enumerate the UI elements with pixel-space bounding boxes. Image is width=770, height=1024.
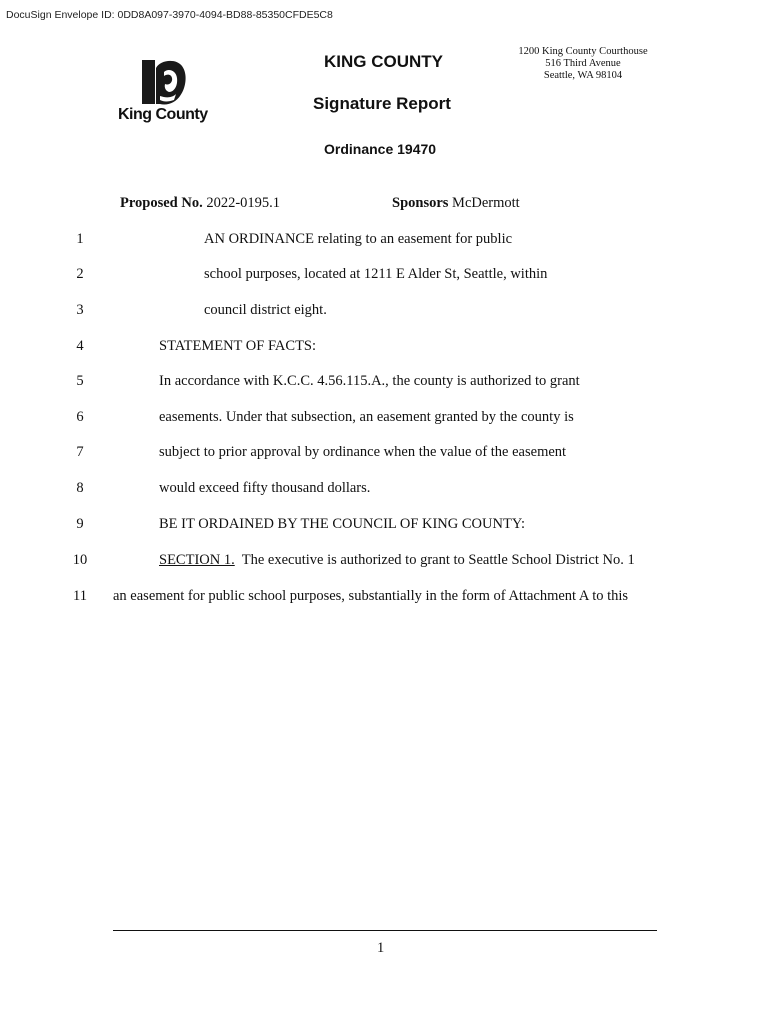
proposed-label: Proposed No.: [120, 195, 203, 211]
address-line: Seattle, WA 98104: [543, 70, 623, 81]
page-number: 1: [377, 940, 385, 956]
sponsors-value: McDermott: [452, 195, 520, 211]
line-text: STATEMENT OF FACTS:: [159, 338, 317, 354]
sponsors: [392, 195, 520, 212]
line-text: school purposes, located at 1211 E Alder St, Seattle, within: [204, 266, 548, 282]
logo-text: King County: [118, 106, 208, 123]
line-text: council district eight.: [204, 302, 327, 318]
sponsors-label: Sponsors: [392, 195, 449, 211]
line-number: 9: [76, 516, 84, 532]
section-heading: SECTION 1.: [159, 552, 235, 568]
line-number: 10: [72, 552, 88, 568]
line-number: 7: [76, 444, 84, 460]
line-number: 3: [76, 302, 84, 318]
proposed-number: [120, 195, 280, 212]
line-text: subject to prior approval by ordinance when the value of the easement: [159, 444, 567, 460]
county-title: KING COUNTY: [324, 52, 443, 71]
address-block: [500, 46, 666, 82]
line-text: easements. Under that subsection, an easement granted by the county is: [159, 409, 574, 425]
address-line: 516 Third Avenue: [545, 58, 621, 69]
ordinance-title: Ordinance 19470: [324, 141, 437, 157]
king-county-logo: [118, 58, 218, 128]
line-number: 6: [76, 409, 84, 425]
line-text: [159, 552, 635, 569]
line-number: 8: [76, 480, 84, 496]
line-text: In accordance with K.C.C. 4.56.115.A., the county is authorized to grant: [159, 373, 580, 389]
envelope-id: DocuSign Envelope ID: 0DD8A097-3970-4094-BD88-85350CFDE5C8: [6, 9, 333, 21]
line-text: would exceed fifty thousand dollars.: [159, 480, 371, 496]
section-text: The executive is authorized to grant to Seattle School District No. 1: [234, 552, 635, 568]
line-number: 5: [76, 373, 84, 389]
report-title: Signature Report: [313, 94, 451, 113]
line-text: AN ORDINANCE relating to an easement for public: [204, 231, 513, 247]
proposed-value: 2022-0195.1: [206, 195, 281, 211]
line-number: 1: [76, 231, 84, 247]
line-number: 11: [73, 588, 87, 604]
king-county-mlk-logo-icon: [142, 58, 188, 106]
footer-divider: [113, 930, 657, 931]
line-text: an easement for public school purposes, substantially in the form of Attachment A to this: [113, 588, 629, 604]
line-number: 4: [76, 338, 84, 354]
address-line: 1200 King County Courthouse: [518, 46, 648, 57]
line-text: BE IT ORDAINED BY THE COUNCIL OF KING COUNTY:: [159, 516, 525, 532]
line-number: 2: [76, 266, 84, 282]
